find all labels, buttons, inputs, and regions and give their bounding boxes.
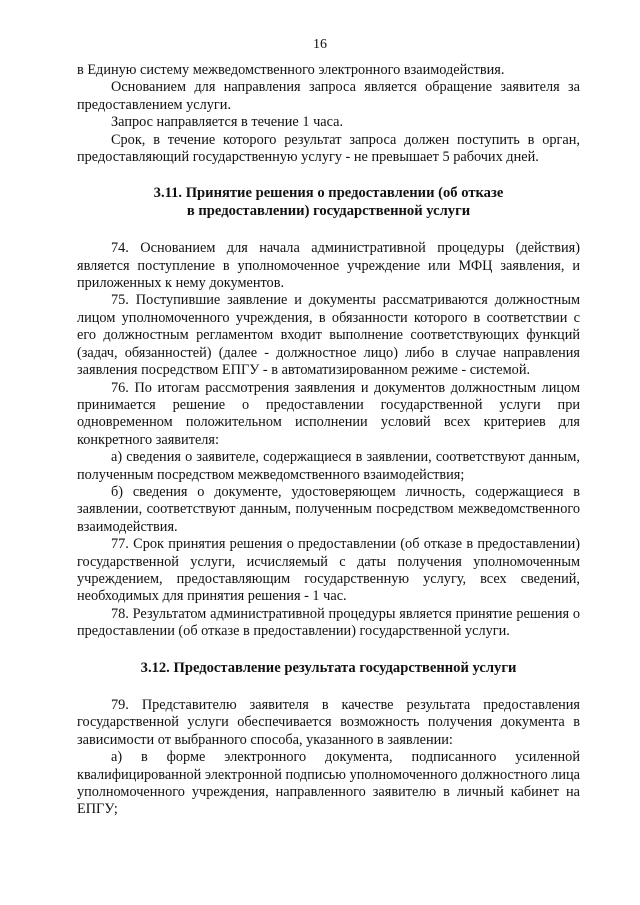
page-number: 16 <box>313 37 327 52</box>
paragraph-78: 78. Результатом административной процедуры является принятие решения о предоставлении (об отказе в предоставлении) государственной услуги. <box>77 605 580 640</box>
paragraph-79-a: а) в форме электронного документа, подписанного усиленной квалифицированной электронной подписью уполномоченного должностного лица уполномоченного учреждения, направленного заявителю в личный кабинет на ЕПГУ; <box>77 749 580 818</box>
paragraph-75: 75. Поступившие заявление и документы рассматриваются должностным лицом уполномоченного учреждения, в обязанности которого в соответствии с его должностным регламентом входит выполнение соответствующих функций (задач, обязанностей) (далее - должностное лицо) либо в случае направления заявления посредством ЕПГУ - в автоматизированном режиме - системой. <box>77 292 580 379</box>
paragraph-76: 76. По итогам рассмотрения заявления и документов должностным лицом принимается решение о предоставлении государственной услуги при одновременном положительном исполнении условий всех критериев для конкретного заявителя: <box>77 379 580 448</box>
page-content <box>77 62 580 819</box>
paragraph-79: 79. Представителю заявителя в качестве результата предоставления государственной услуги обеспечивается возможность получения документа в зависимости от выбранного способа, указанного в заявлении: <box>77 697 580 748</box>
heading-line-2: в предоставлении) государственной услуги <box>186 202 471 219</box>
paragraph-74: 74. Основанием для начала административной процедуры (действия) является поступление в уполномоченное учреждение или МФЦ заявления, и приложенных к нему документов. <box>77 240 580 292</box>
paragraph-77: 77. Срок принятия решения о предоставлении (об отказе в предоставлении) государственной услуги, исчисляемый с даты получения уполномоченным учреждением, предоставляющим государственную услугу, всех сведений, необходимых для принятия решения - 1 час. <box>77 536 580 605</box>
section-heading-3-11 <box>77 185 580 220</box>
paragraph-76-b: б) сведения о документе, удостоверяющем личность, содержащиеся в заявлении, соответствуют данным, полученным посредством межведомственного взаимодействия. <box>77 483 580 535</box>
section-heading-3-12: 3.12. Предоставление результата государственной услуги <box>140 659 517 676</box>
paragraph-continuation: в Единую систему межведомственного электронного взаимодействия. <box>77 62 505 78</box>
paragraph-request-deadline: Срок, в течение которого результат запроса должен поступить в орган, предоставляющий государственную услугу - не превышает 5 рабочих дней. <box>77 131 580 166</box>
paragraph-request-basis: Основанием для направления запроса является обращение заявителя за предоставлением услуги. <box>77 79 580 113</box>
paragraph-76-a: а) сведения о заявителе, содержащиеся в заявлении, соответствуют данным, полученным посредством межведомственного взаимодействия; <box>77 449 580 483</box>
heading-line-1: 3.11. Принятие решения о предоставлении (об отказе <box>153 185 504 202</box>
paragraph-request-time: Запрос направляется в течение 1 часа. <box>111 114 344 131</box>
